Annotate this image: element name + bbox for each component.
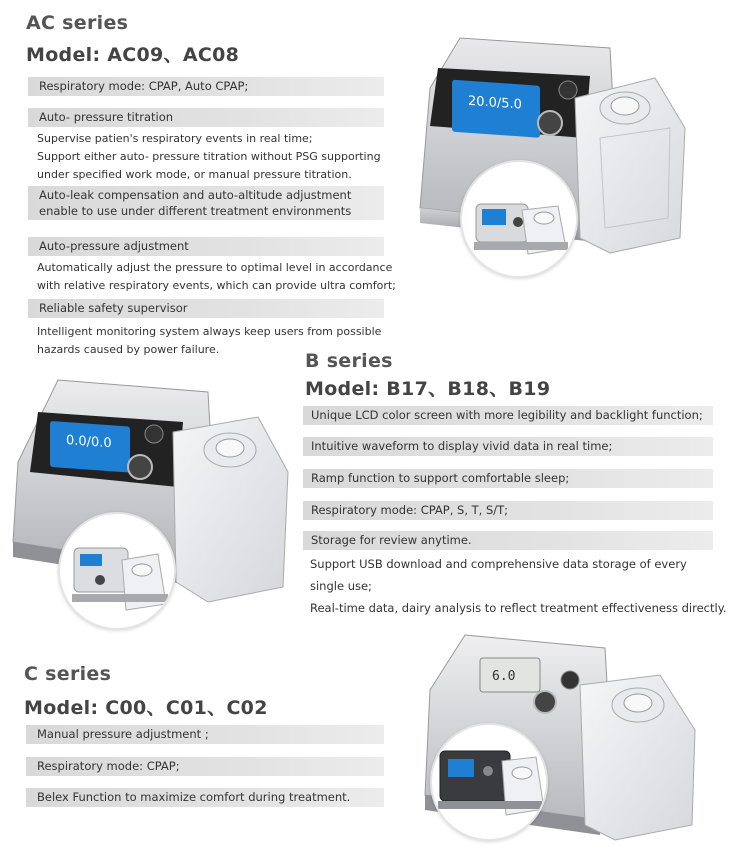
b-model-title: Model: B17、B18、B19 [305,378,551,400]
b-device-thumbnail [58,512,176,630]
ac-text-line: Supervise patien's respiratory events in real time; [37,132,313,145]
ac-text-line: Automatically adjust the pressure to optimal level in accordance [37,261,393,274]
ac-text-line: with relative respiratory events, which can provide ultra comfort; [37,279,396,292]
b-feature-ramp: Ramp function to support comfortable sleep; [303,469,713,488]
c-series-title: C series [24,663,112,685]
b-feature-storage: Storage for review anytime. [303,531,713,550]
ac-text-line: under specified work mode, or manual pressure titration. [37,168,352,181]
ac-feature-auto-pressure-titration: Auto- pressure titration [28,108,384,127]
ac-text-line: hazards caused by power failure. [37,343,220,356]
c-feature-manual-pressure: Manual pressure adjustment ; [26,725,384,744]
b-text-line: single use; [310,579,372,593]
b-series-title: B series [305,350,393,372]
ac-series-title: AC series [26,12,129,34]
ac-screen-reading: 20.0/5.0 [468,93,522,113]
b-text-line: Real-time data, dairy analysis to reflect treatment effectiveness directly. [310,601,727,615]
b-feature-respiratory-mode: Respiratory mode: CPAP, S, T, S/T; [303,501,713,520]
c-device-thumbnail [430,723,548,841]
b-text-line: Support USB download and comprehensive data storage of every [310,557,687,571]
c-feature-respiratory-mode: Respiratory mode: CPAP; [26,757,384,776]
ac-feature-safety-supervisor: Reliable safety supervisor [28,299,384,318]
b-feature-waveform: Intuitive waveform to display vivid data in real time; [303,437,713,456]
c-model-title: Model: C00、C01、C02 [24,697,268,719]
b-feature-lcd: Unique LCD color screen with more legibility and backlight function; [303,406,713,425]
c-feature-belex: Belex Function to maximize comfort during treatment. [26,788,384,807]
ac-feature-auto-pressure-adjustment: Auto-pressure adjustment [28,237,384,256]
ac-feature-respiratory-mode: Respiratory mode: CPAP, Auto CPAP; [28,77,384,96]
ac-device-thumbnail [460,160,578,278]
c-screen-reading: 6.0 [492,669,516,684]
ac-feature-auto-leak-line1: Auto-leak compensation and auto-altitude adjustment [39,188,352,202]
ac-text-line: Intelligent monitoring system always keep users from possible [37,325,382,338]
ac-text-line: Support either auto- pressure titration without PSG supporting [37,150,381,163]
ac-feature-auto-leak-line2: enable to use under different treatment environments [39,204,352,218]
ac-model-title: Model: AC09、AC08 [26,44,240,66]
b-screen-reading: 0.0/0.0 [66,433,112,452]
ac-feature-auto-leak [28,186,384,220]
